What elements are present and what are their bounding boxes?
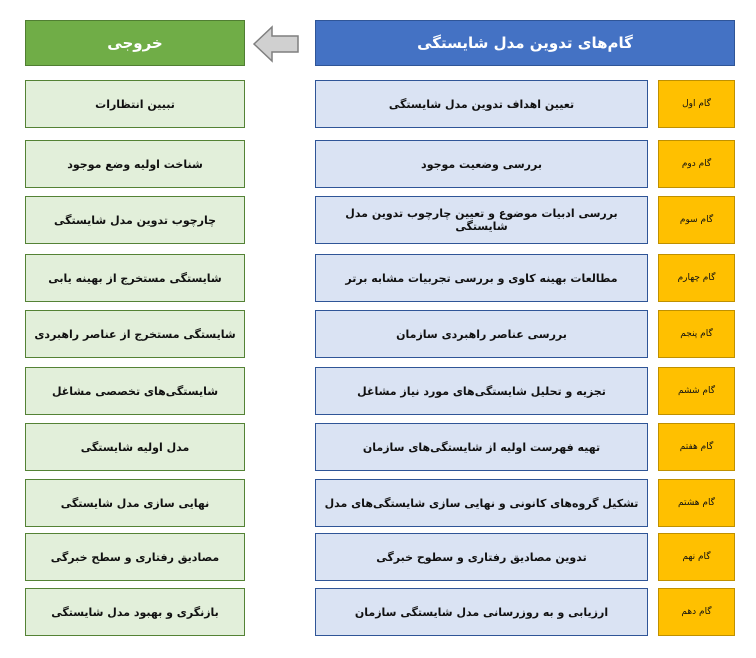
step-description: ارزیابی و به روزرسانی مدل شایستگی سازمان (315, 588, 648, 636)
step-label: گام ششم (658, 367, 735, 415)
step-output: مصادیق رفتاری و سطح خبرگی (25, 533, 245, 581)
step-output: نهایی سازی مدل شایستگی (25, 479, 245, 527)
step-label: گام اول (658, 80, 735, 128)
step-label: گام دهم (658, 588, 735, 636)
step-description: تدوین مصادیق رفتاری و سطوح خبرگی (315, 533, 648, 581)
step-description: تجزیه و تحلیل شایستگی‌های مورد نیاز مشاغل (315, 367, 648, 415)
output-header: خروجی (25, 20, 245, 66)
step-output: شایستگی مستخرج از عناصر راهبردی (25, 310, 245, 358)
step-description: بررسی ادبیات موضوع و تعیین چارچوب تدوین مدل شایستگی (315, 196, 648, 244)
step-description: بررسی عناصر راهبردی سازمان (315, 310, 648, 358)
step-label: گام هفتم (658, 423, 735, 471)
steps-header: گام‌های تدوین مدل شایستگی (315, 20, 735, 66)
step-description: بررسی وضعیت موجود (315, 140, 648, 188)
step-label: گام سوم (658, 196, 735, 244)
step-label: گام چهارم (658, 254, 735, 302)
step-description: تشکیل گروه‌های کانونی و نهایی سازی شایستگی‌های مدل (315, 479, 648, 527)
step-output: بازنگری و بهبود مدل شایستگی (25, 588, 245, 636)
step-output: چارچوب تدوین مدل شایستگی (25, 196, 245, 244)
step-label: گام نهم (658, 533, 735, 581)
step-label: گام دوم (658, 140, 735, 188)
step-description: تهیه فهرست اولیه از شایستگی‌های سازمان (315, 423, 648, 471)
step-description: تعیین اهداف تدوین مدل شایستگی (315, 80, 648, 128)
step-description: مطالعات بهینه کاوی و بررسی تجربیات مشابه برتر (315, 254, 648, 302)
step-label: گام هشتم (658, 479, 735, 527)
step-output: شناخت اولیه وضع موجود (25, 140, 245, 188)
left-arrow-icon (252, 25, 300, 63)
step-label: گام پنجم (658, 310, 735, 358)
step-output: شایستگی‌های تخصصی مشاغل (25, 367, 245, 415)
step-output: شایستگی مستخرج از بهینه یابی (25, 254, 245, 302)
step-output: تبیین انتظارات (25, 80, 245, 128)
step-output: مدل اولیه شایستگی (25, 423, 245, 471)
